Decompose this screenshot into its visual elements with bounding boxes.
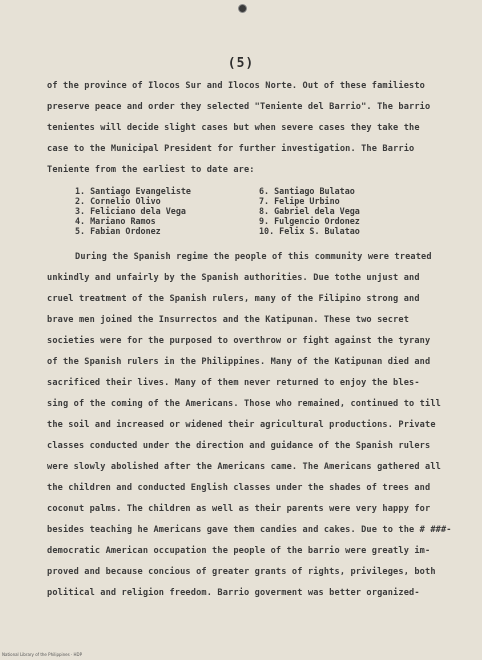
teniente-name: 1. Santiago Evangeliste (75, 186, 191, 196)
list-item (75, 216, 455, 226)
text-line: coconut palms. The children as well as their parents were very happy for (47, 504, 431, 514)
teniente-name: 4. Mariano Ramos (75, 216, 156, 226)
teniente-name: 2. Cornelio Olivo (75, 196, 161, 206)
text-line: brave men joined the Insurrectos and the Katipunan. These two secret (47, 315, 410, 325)
text-line: besides teaching he Americans gave them candies and cakes. Due to the # ###- (47, 525, 452, 535)
text-line: proved and because concious of greater grants of rights, privileges, both (47, 567, 436, 577)
text-line: democratic American occupation the people of the barrio were greatly im- (47, 546, 431, 556)
list-item (75, 206, 455, 216)
text-line: the soil and increased or widened their agricultural productions. Private (47, 420, 436, 430)
text-line: preserve peace and order they selected "Teniente del Barrio". The barrio (47, 102, 431, 112)
text-line: sing of the coming of the Americans. Those who remained, continued to till (47, 399, 441, 409)
text-line: were slowly abolished after the Americans came. The Americans gathered all (47, 462, 441, 472)
text-line: case to the Municipal President for further investigation. The Barrio (47, 144, 415, 154)
text-line: of the Spanish rulers in the Philippines. Many of the Katipunan died and (47, 357, 431, 367)
teniente-name: 6. Santiago Bulatao (259, 186, 355, 196)
teniente-name: 5. Fabian Ordonez (75, 226, 161, 236)
text-line: Teniente from the earliest to date are: (47, 165, 255, 175)
text-line: societies were for the purposed to overthrow or fight against the tyrany (47, 336, 431, 346)
text-line: unkindly and unfairly by the Spanish authorities. Due tothe unjust and (47, 273, 420, 283)
list-item (75, 226, 455, 236)
teniente-name: 10. Felix S. Bulatao (259, 226, 360, 236)
text-line: the children and conducted English classes under the shades of trees and (47, 483, 431, 493)
list-item (75, 196, 455, 206)
teniente-name: 7. Felipe Urbino (259, 196, 340, 206)
text-line: tenientes will decide slight cases but when severe cases they take the (47, 123, 420, 133)
text-line: sacrificed their lives. Many of them never returned to enjoy the bles- (47, 378, 420, 388)
text-line: political and religion freedom. Barrio goverment was better organized- (47, 588, 420, 598)
teniente-name: 8. Gabriel dela Vega (259, 206, 360, 216)
teniente-name: 3. Feliciano dela Vega (75, 206, 186, 216)
text-line: cruel treatment of the Spanish rulers, many of the Filipino strong and (47, 294, 420, 304)
text-line: of the province of Ilocos Sur and Ilocos Norte. Out of these familiesto (47, 81, 425, 91)
list-item (75, 186, 455, 196)
punch-hole (238, 4, 247, 13)
teniente-name: 9. Fulgencio Ordonez (259, 216, 360, 226)
footer-credit: National Library of the Philippines · HDP (2, 652, 83, 657)
page-number: (5) (227, 56, 255, 71)
text-line: classes conducted under the direction and guidance of the Spanish rulers (47, 441, 431, 451)
text-line: During the Spanish regime the people of this community were treated (75, 252, 432, 262)
